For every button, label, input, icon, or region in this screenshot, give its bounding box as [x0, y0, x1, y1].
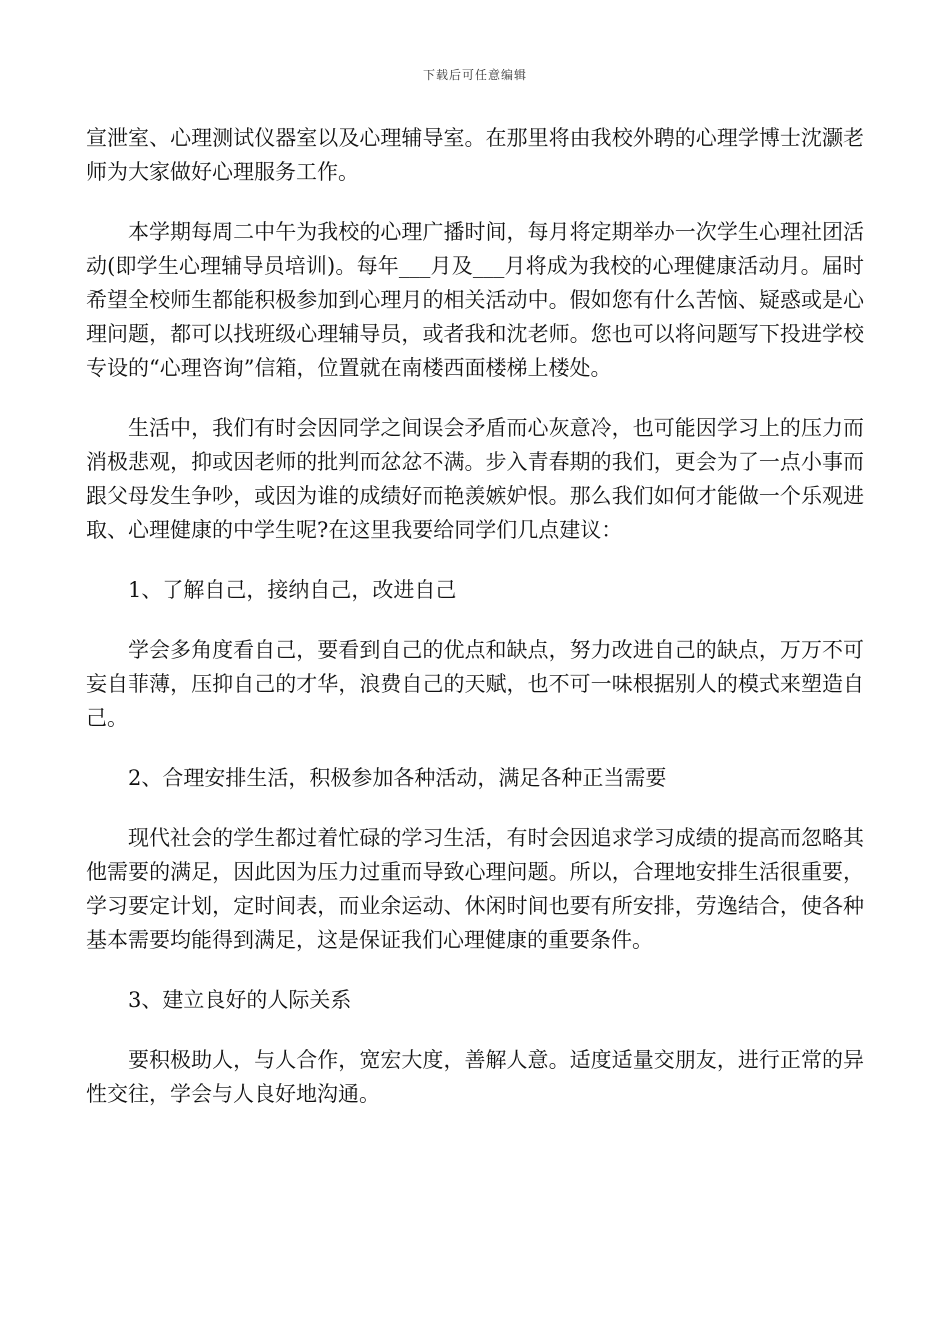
document-body — [86, 121, 864, 1137]
paragraph-psychology-activities: 本学期每周二中午为我校的心理广播时间，每月将定期举办一次学生心理社团活动(即学生心理辅导员培训)。每年___月及___月将成为我校的心理健康活动月。届时希望全校师生都能积极参加到心理月的相关活动中。假如您有什么苦恼、疑惑或是心理问题，都可以找班级心理辅导员，或者我和沈老师。您也可以将问题写下投进学校专设的“心理咨询”信箱，位置就在南楼西面楼梯上楼处。 — [86, 220, 864, 380]
section-heading-2: 2、合理安排生活，积极参加各种活动，满足各种正当需要 — [128, 766, 667, 790]
paragraph-relationships: 要积极助人，与人合作，宽宏大度，善解人意。适度适量交朋友，进行正常的异性交往，学会与人良好地沟通。 — [86, 1048, 864, 1106]
section-heading-1: 1、了解自己，接纳自己，改进自己 — [128, 578, 457, 602]
section-heading-3: 3、建立良好的人际关系 — [128, 988, 352, 1012]
paragraph-arrange-life: 现代社会的学生都过着忙碌的学习生活，有时会因追求学习成绩的提高而忽略其他需要的满足，因此因为压力过重而导致心理问题。所以，合理地安排生活很重要，学习要定计划，定时间表，而业余运动、休闲时间也要有所安排，劳逸结合，使各种基本需要均能得到满足，这是保证我们心理健康的重要条件。 — [86, 826, 864, 952]
paragraph-life-pressures: 生活中，我们有时会因同学之间误会矛盾而心灰意冷，也可能因学习上的压力而消极悲观，抑或因老师的批判而忿忿不满。步入青春期的我们，更会为了一点小事而跟父母发生争吵，或因为谁的成绩好而艳羡嫉妒恨。那么我们如何才能做一个乐观进取、心理健康的中学生呢?在这里我要给同学们几点建议： — [86, 416, 864, 542]
paragraph-continued: 宣泄室、心理测试仪器室以及心理辅导室。在那里将由我校外聘的心理学博士沈灏老师为大家做好心理服务工作。 — [86, 126, 864, 184]
paragraph-know-yourself: 学会多角度看自己，要看到自己的优点和缺点，努力改进自己的缺点，万万不可妄自菲薄，压抑自己的才华，浪费自己的天赋，也不可一味根据别人的模式来塑造自己。 — [86, 638, 864, 730]
page-header: 下载后可任意编辑 — [422, 68, 527, 82]
